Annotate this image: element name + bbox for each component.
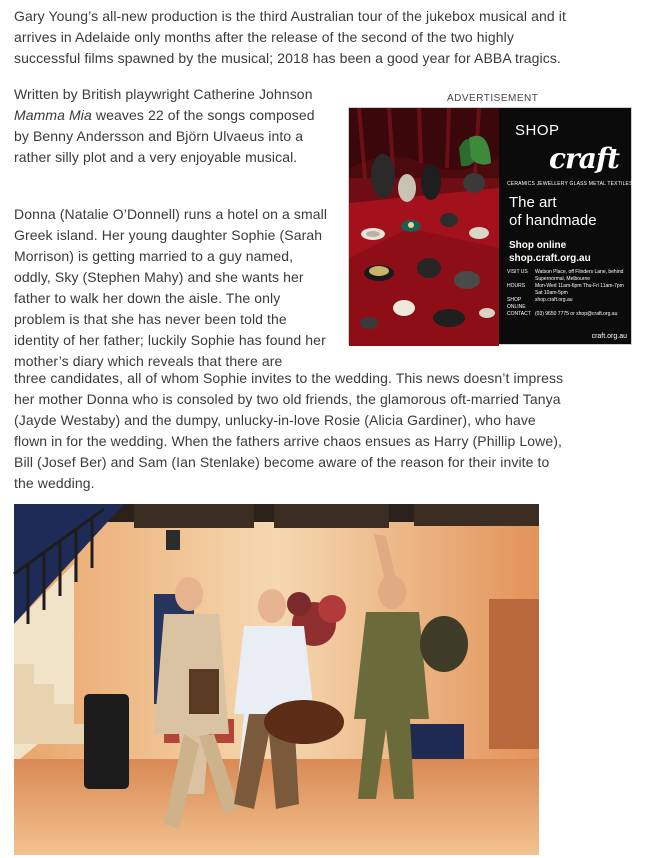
ad-text-panel	[501, 108, 651, 346]
ad-tagline	[509, 194, 597, 230]
paragraph-writer-a: Written by British playwright Catherine Johnson	[14, 86, 313, 102]
production-photo	[14, 504, 539, 855]
paragraph-writer	[14, 84, 329, 168]
ad-shop-online-url[interactable]: shop.craft.org.au	[509, 253, 591, 264]
ad-info-row: CONTACT (03) 9650 7775 or shop@craft.org.au	[507, 311, 618, 317]
ad-info-row: SHOP ONLINE shop.craft.org.au	[507, 297, 573, 310]
ad-categories: CERAMICS JEWELLERY GLASS METAL TEXTILES WOOD	[507, 181, 651, 187]
paragraph-writer-b: weaves 22 of the songs composed by Benny Andersson and Björn Ulvaeus into a rather silly plot and a very enjoyable musical.	[14, 107, 315, 165]
paragraph-plot: Donna (Natalie O’Donnell) runs a hotel on a small Greek island. Her young daughter Sophie (Sarah Morrison) is getting married to a guy named, oddly, Sky (Stephen Mahy) and she wants her father to walk her down the aisle. The only problem is that she has never been told the identity of her father; luckily Sophie has found her mother’s diary which reveals that there are	[14, 206, 328, 369]
ad-product-photo	[349, 108, 499, 346]
ad-shop-heading: SHOP	[515, 122, 560, 139]
craft-logo: craft	[549, 142, 619, 175]
advertisement-label: ADVERTISEMENT	[447, 93, 539, 104]
ad-shop-online[interactable]	[509, 239, 591, 265]
show-title: Mamma Mia	[14, 107, 92, 123]
ad-footer-url[interactable]: craft.org.au	[591, 333, 627, 340]
ad-info-table	[507, 269, 631, 318]
ad-info-row: VISIT US Watson Place, off Flinders Lane, behind Supernormal, Melbourne	[507, 269, 624, 282]
paragraph-intro: Gary Young’s all-new production is the third Australian tour of the jukebox musical and it arrives in Adelaide only months after the release of the second of the two highly successful films spawned by the musical; 2018 has been a good year for ABBA tragics.	[14, 8, 566, 66]
ad-tagline-1: The art	[509, 194, 557, 211]
ad-info-row: HOURS Mon-Wed 11am-6pm Thu-Fri 11am-7pm Sat 10am-5pm	[507, 283, 624, 296]
craft-advertisement[interactable]	[348, 107, 651, 345]
ad-shop-online-label: Shop online	[509, 240, 567, 251]
ad-tagline-2: of handmade	[509, 212, 597, 229]
paragraph-plot-continued: three candidates, all of whom Sophie invites to the wedding. This news doesn’t impress her mother Donna who is consoled by two old friends, the glamorous oft-married Tanya (Jayde Westaby) and the dumpy, unlucky-in-love Rosie (Alicia Gardiner), who have flown in for the wedding. When the fathers arrive chaos ensues as Harry (Phillip Lowe), Bill (Josef Ber) and Sam (Ian Stenlake) become aware of the reason for their invite to the wedding.	[14, 370, 564, 491]
